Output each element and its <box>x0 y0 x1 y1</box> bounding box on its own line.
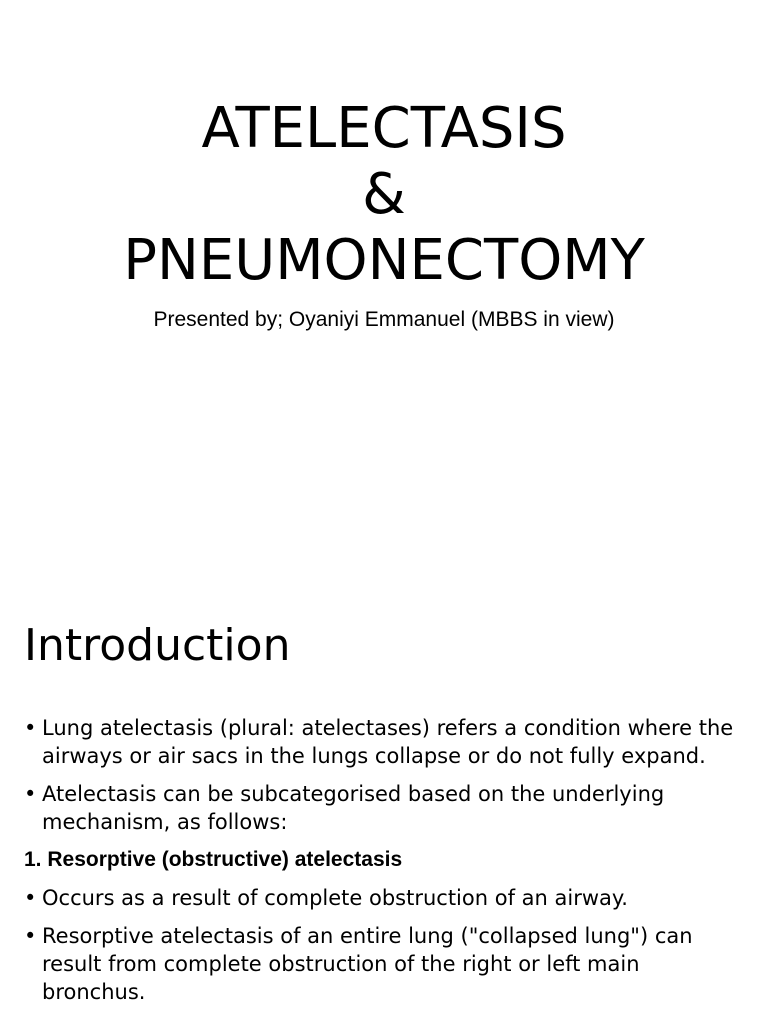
list-item-text: Lung atelectasis (plural: atelectases) refers a condition where the airways or air sacs in the lungs collapse or do not fully expand. <box>42 716 734 768</box>
bullet-icon: • <box>24 924 37 948</box>
list-item-text: Occurs as a result of complete obstruction of an airway. <box>42 886 628 910</box>
numbered-subheading: 1. Resorptive (obstructive) atelectasis <box>24 848 403 871</box>
title-line-1: ATELECTASIS <box>201 96 567 161</box>
list-item-text: Resorptive atelectasis of an entire lung ("collapsed lung") can result from complete obstruction of the right or left main bronchus. <box>42 924 693 1004</box>
slide-title <box>0 96 768 294</box>
list-item <box>24 780 744 836</box>
slide-subtitle: Presented by; Oyaniyi Emmanuel (MBBS in view) <box>153 308 615 331</box>
title-line-2: & <box>362 162 406 227</box>
section-heading: Introduction <box>24 620 291 671</box>
list-item <box>24 884 744 912</box>
bullet-icon: • <box>24 782 37 806</box>
list-item-text: Atelectasis can be subcategorised based on the underlying mechanism, as follows: <box>42 782 665 834</box>
bullet-icon: • <box>24 716 37 740</box>
list-item <box>24 714 744 770</box>
title-line-3: PNEUMONECTOMY <box>123 228 645 293</box>
content-list <box>24 714 744 1016</box>
list-item <box>24 922 744 1006</box>
introduction-slide <box>0 576 768 1024</box>
bullet-icon: • <box>24 886 37 910</box>
